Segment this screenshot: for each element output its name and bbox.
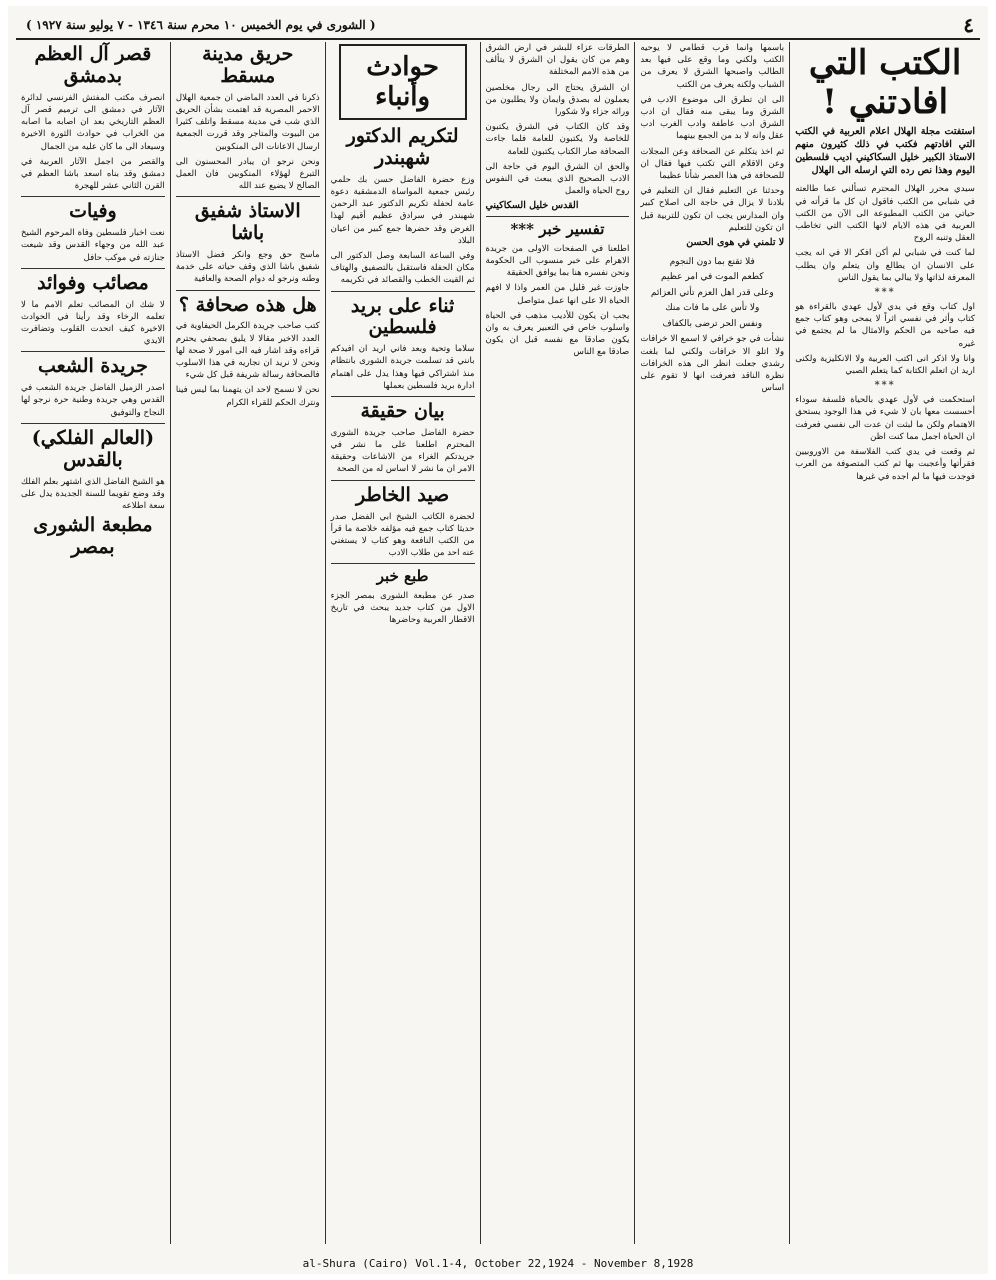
article-headline: صيد الخاطر — [356, 483, 450, 506]
article-paragraph: الى ان تطرق الى موضوع الادب في الشرق وما يبقى منه فقال ان ادب الشرق ادب عاطفة وادب الغرب ادب عقل وانه لا بد من الجمع بينهما — [640, 94, 785, 142]
columns-area — [16, 42, 980, 1244]
article-headline: طبع خبر — [376, 567, 429, 586]
separator-stars: *** — [874, 287, 896, 299]
article-headline: حريق مدينة مسقط — [202, 43, 294, 87]
poem-line: وعلى قدر اهل العزم تأتي العزائم — [650, 287, 774, 298]
divider — [21, 196, 165, 197]
article-paragraph: جاوزت غير قليل من العمر واذا لا افهم الحياة الا على انها عمل متواصل — [485, 283, 630, 306]
article-paragraph: وفي الساعة السابعة وصل الدكتور الى مكان الحفلة فاستقبل بالتصفيق والهتاف ثم القيت الخطب والقصائد في تكريمه — [330, 250, 475, 286]
article-paragraph: وحدثنا عن التعليم فقال ان التعليم في بلادنا لا يزال في حاجة الى اصلاح كبير وان المدارس يجب ان تكون للتربية قبل ان تكون للتعليم — [640, 186, 785, 233]
article-paragraph: والقصر من اجمل الآثار العربية في دمشق وقد بناه اسعد باشا العظم في القرن الثاني عشر للهجرة — [20, 156, 165, 192]
page-header — [16, 12, 980, 40]
newspaper-page — [8, 6, 988, 1274]
article-headline: ثناء على بريد فلسطين — [350, 294, 455, 339]
article-paragraph: وقد كان الكتاب في الشرق يكتبون للخاصة ولا يكتبون للعامة فلما جاءت الصحافة صار الكتاب يكتبون للعامة — [485, 122, 630, 157]
divider — [21, 351, 165, 352]
article-paragraph: باسمها وانما قرب قطامي لا يوحيه الكتب ولكني وما وقع على فيها بعد الطالب واصبحها الشرق لا يعرف من الشباب ولكنه يعرف من الكتب — [640, 43, 785, 90]
article-paragraph: ثم اخذ يتكلم عن الصحافة وعن المجلات وعن الاقلام التي تكتب فيها فقال ان للصحافة في هذا العصر شأنا عظيما — [640, 146, 785, 182]
poem-line: ولا تأس على ما فات منك — [665, 303, 760, 314]
divider — [331, 563, 475, 564]
article-paragraph: صدر عن مطبعة الشورى بمصر الجزء الاول من كتاب جديد يبحث في تاريخ الاقطار العربية وحاضرها — [330, 590, 475, 625]
article-paragraph: انصرف مكتب المفتش الفرنسي لدائرة الآثار في دمشق الى ترميم قصر آل العظم التاريخي بعد ان اصابه ما اصابه من الخراب في حوادث الثورة الاخيرة وسيعاد الى ما كان عليه من الجمال — [20, 92, 165, 152]
article-headline: جريدة الشعب — [37, 355, 148, 378]
article-paragraph: وزع حضرة الفاضل حسن بك حلمي رئيس جمعية المواساة الدمشقية دعوة عامة لحفلة تكريم الدكتور عبد الرحمن شهبندر في سرادق عظيم أقيم لهذا الغرض وقد حضرها جمع كبير من اعيان البلاد — [330, 174, 475, 246]
article-paragraph: ونحن نرجو ان يبادر المحسنون الى التبرع لهؤلاء المنكوبين فان العمل الصالح لا يضيع عند الله — [175, 156, 320, 192]
article-paragraph: لا شك ان المصائب تعلم الامم ما لا تعلمه الرخاء وقد رأينا في الحوادث الاخيرة كيف اتحدت القلوب وتضافرت الايدي — [20, 299, 165, 347]
divider — [176, 196, 320, 197]
divider — [176, 290, 320, 291]
divider — [486, 216, 630, 217]
article-paragraph: لحضرة الكاتب الشيخ ابي الفضل صدر حديثا كتاب جمع فيه مؤلفه خلاصة ما قرأ من الكتب النافعة وهو كتاب لا يستغني عنه احد من طلاب الادب — [330, 511, 475, 559]
article-headline: هل هذه صحافة ؟ — [178, 293, 317, 316]
poem-line: ونفس الحر ترضى بالكفاف — [662, 318, 763, 329]
article-paragraph: كتب صاحب جريدة الكرمل الحيفاوية في العدد الاخير مقالا لا يليق بصحفي يحترم قراءه وقد اشار فيه الى امور لا صحة لها ونحن لا نريد ان نجاريه في هذا الاسلوب فالصحافة رسالة شريفة قبل كل شيء — [175, 321, 320, 381]
column-3 — [480, 42, 635, 1244]
article-paragraph: ان الشرق يحتاج الى رجال مخلصين يعملون له بصدق وايمان ولا يطلبون من ورائه جزاء ولا شكورا — [485, 82, 630, 118]
article-headline: وفيات — [69, 200, 117, 223]
article-paragraph: اطلعنا في الصفحات الاولى من جريدة الاهرام على خبر منسوب الى الحكومة ونحن نفسره هنا بما يوافق الحقيقة — [485, 243, 630, 279]
archive-citation: al-Shura (Cairo) Vol.1-4, October 22,1924 - November 8,1928 — [302, 1257, 694, 1270]
column-2 — [634, 42, 789, 1244]
section-masthead: حوادث وأنباء — [339, 44, 467, 120]
article-paragraph: سيدي محرر الهلال المحترم تسألني عما طالعته في شبابي من الكتب فاقول ان كل ما قرأته في حياتي من الكتب المطبوعة الى الآن من الكتب العربية في هذه الايام لانها الكتب التي تخاطب العقل وتنبه الروح — [795, 184, 975, 244]
article-headline: الاستاذ شفيق باشا — [194, 200, 301, 245]
article-paragraph: نشأت في جو خرافي لا اسمع الا خرافات ولا اتلو الا خرافات ولكني لما بلغت رشدي جعلت انظر الى هذه الخرافات نظرة الناقد فعرفت انها لا تقوم على اساس — [640, 334, 785, 394]
article-paragraph: هو الشيخ الفاضل الذي اشتهر بعلم الفلك وقد وضع تقويما للسنة الجديدة يدل على سعة اطلاعه — [20, 476, 165, 511]
column-6 — [16, 42, 170, 1244]
article-paragraph: استحكمت في لأول عهدي بالحياة فلسفة سوداء أحسست معها بان لا شيء في هذا الوجود يستحق الاهتمام ولكن ما لبثت ان عدت الى نفسي فعرفت ان الحياة اجمل مما كنت اظن — [795, 395, 975, 442]
article-paragraph: لما كنت في شبابي لم أكن افكر الا في انه يجب على الانسان ان يطالع وان يتعلم وان يطلب المعرفة لذاتها ولا يبالي بما يقول الناس — [795, 248, 975, 283]
article-headline: قصر آل العظم بدمشق — [34, 43, 152, 87]
article-headline: (العالم الفلكي) بالقدس — [31, 426, 155, 471]
article-headline-books: الكتب التي افادتني ! — [808, 43, 962, 123]
divider — [331, 396, 475, 397]
article-paragraph: نعت اخبار فلسطين وفاة المرحوم الشيخ عبد الله من وجهاء القدس وقد شيعت جنازته في موكب حافل — [20, 228, 165, 263]
printer-imprint: مطبعة الشورى بمصر — [33, 514, 153, 559]
poem-line: فلا تقنع بما دون النجوم — [669, 256, 755, 267]
article-headline: مصائب وفوائد — [37, 271, 149, 294]
article-paragraph: اصدر الزميل الفاضل جريدة الشعب في القدس وهي جريدة وطنية حرة نرجو لها النجاح والتوفيق — [20, 383, 165, 418]
column-1 — [789, 42, 980, 1244]
article-paragraph: حضرة الفاضل صاحب جريدة الشورى المحترم اطلعنا على ما نشر في جريدتكم الغراء من الاشاعات وحقيقة الامر ان ما نشر لا اساس له من الصحة — [330, 427, 475, 475]
article-paragraph: والحق ان الشرق اليوم في حاجة الى الادب الصحيح الذي يبعث في النفوس روح الحياة والعمل — [485, 161, 630, 197]
article-signature: القدس خليل السكاكيني — [485, 200, 579, 212]
divider — [331, 291, 475, 292]
article-paragraph: ماسح حق وجع وانكر فضل الاستاذ شفيق باشا الذي وقف حياته على خدمة وطنه ونرجو له دوام الصحة والعافية — [175, 250, 320, 285]
poem-title: لا تلمني في هوى الحسن — [686, 237, 785, 249]
column-5 — [170, 42, 325, 1244]
divider — [21, 423, 165, 424]
article-paragraph: الطرقات عزاء للبشر في ارض الشرق وهم من كان يقول ان الشرق لا يتألف من هذه الامم المختلفة — [485, 43, 630, 78]
separator-stars: *** — [874, 380, 896, 392]
article-intro: استفتت مجلة الهلال اعلام العربية في الكتب التي افادتهم فكتب في ذلك كثيرون منهم الاستاذ الكبير خليل السكاكيني اديب فلسطين اليوم وهذا نص رده التي ارسله الى الهلال — [795, 126, 975, 176]
issue-date-line: ( الشورى في يوم الخميس ١٠ محرم سنة ١٣٤٦ - ٧ يوليو سنة ١٩٢٧ ) — [26, 18, 376, 32]
article-headline: لتكريم الدكتور شهبندر — [346, 125, 459, 169]
article-paragraph: يجب ان يكون للأديب مذهب في الحياة واسلوب خاص في التعبير يعرف به وان يكون صادقا مع نفسه قبل ان يكون صادقا مع الناس — [485, 310, 630, 358]
article-paragraph: ثم وقعت في يدي كتب الفلاسفة من الاوروبيين فقرأتها وأعجبت بها ثم كتب المتصوفة من العرب فوجدت فيها ما لم اجده في غيرها — [795, 447, 975, 482]
column-4 — [325, 42, 480, 1244]
article-paragraph: ذكرنا في العدد الماضي ان جمعية الهلال الاحمر المصرية قد اهتمت بشأن الحريق الذي شب في مدينة مسقط واتلف كثيرا من البيوت والمتاجر وقد قررت الجمعية ارسال الاعانات الى المنكوبين — [175, 92, 320, 152]
divider — [331, 480, 475, 481]
article-headline: بيان حقيقة — [360, 400, 445, 423]
article-paragraph: نحن لا نسمح لاحد ان يتهمنا بما ليس فينا ونترك الحكم للقراء الكرام — [175, 385, 320, 408]
poem-line: كطعم الموت في امر عظيم — [661, 272, 764, 283]
article-paragraph: وانا ولا اذكر انى اكتب العربية ولا الانكليزية ولكنى اريد ان اتعلم الكتابة كما يتعلم الصبي — [795, 353, 975, 377]
page-number: ٤ — [963, 13, 974, 37]
article-headline-news-explained: تفسير خبر *** — [510, 220, 605, 239]
article-paragraph: سلاما وتحية وبعد فاني اريد ان افيدكم بانني قد تسلمت جريدة الشورى بانتظام منذ اشتراكي فيها وهذا يدل على اهتمام ادارة بريد فلسطين بعملها — [330, 344, 475, 391]
article-paragraph: اول كتاب وقع في يدي لأول عهدي بالقراءة هو كتاب وأثر في نفسي اثراً لا يمحى وهو كتاب جمع فيه صاحبه من الحكم والامثال ما لم يجتمع في غيره — [795, 302, 975, 349]
divider — [21, 268, 165, 269]
